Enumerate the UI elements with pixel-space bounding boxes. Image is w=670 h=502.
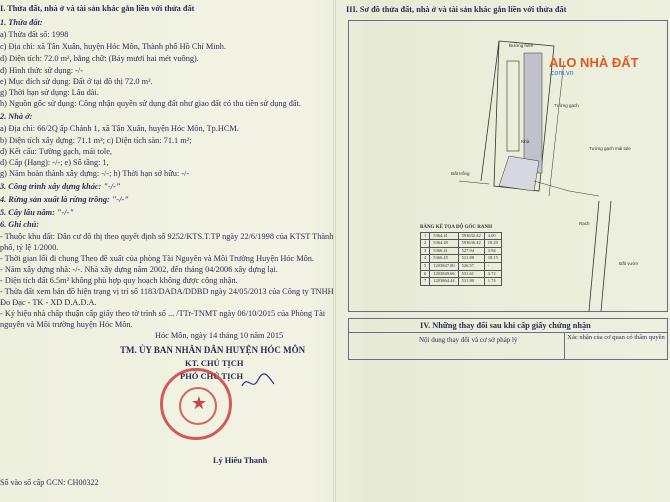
info-line: - Diện tích đất 6.5m² không phù hợp quy hoạch không được công nhận. [0, 276, 238, 285]
issue-date: Hóc Môn, ngày 14 tháng 10 năm 2015 [155, 331, 284, 340]
table-cell: 7 [421, 278, 430, 286]
table-cell: 18.15 [484, 255, 501, 263]
info-line: - Thuộc khu đất: Dân cư đô thị theo quyết định số 9252/KTS.T.TP ngày 22/6/1998 của KTST Thành [0, 232, 334, 241]
star-icon: ★ [190, 393, 208, 413]
info-line: - Thửa đất xem bản đồ hiện trạng vị trí số 1183/DADA/DDBD ngày 24/05/2013 của Công ty TNHH [0, 287, 334, 296]
table-row [421, 270, 502, 278]
red-seal-stamp [160, 368, 232, 440]
signature-mark [240, 372, 276, 394]
info-line: Đo Đạc - TK - XD D.A.D.A. [0, 298, 97, 307]
table-row [421, 232, 502, 240]
left-page [0, 0, 334, 502]
info-line: - Ký hiệu nhà chấp thuận cấp giấy theo tờ trình số ... /TTr-TNMT ngày 06/10/2015 của Phòng Tài [0, 309, 326, 318]
table-cell: 527.94 [458, 247, 484, 255]
page-fold [333, 0, 336, 502]
map-label: Tường gạch mái tole [589, 146, 631, 151]
table-cell: 531.88 [458, 255, 484, 263]
table-cell: 3 [421, 247, 430, 255]
table-cell: 3.72 [484, 270, 501, 278]
table-row [421, 255, 502, 263]
kt-title: KT. CHỦ TỊCH [185, 358, 244, 368]
coordinates-table [420, 225, 502, 286]
table-cell: 1203847.80 [430, 262, 458, 270]
table-cell: 1203864.44 [430, 278, 458, 286]
table-cell: 1.74 [484, 278, 501, 286]
info-line: 5. Cây lâu năm: "-/-" [0, 208, 74, 217]
table-cell: 531.61 [458, 270, 484, 278]
table-cell: 593632.42 [458, 232, 484, 240]
info-line: nguyên và Môi trường huyện Hóc Môn. [0, 320, 133, 329]
changes-col-content: Nội dung thay đổi và cơ sở pháp lý [419, 336, 518, 344]
right-page [338, 0, 670, 502]
info-line: b) Diện tích xây dựng: 71.1 m²; c) Diện tích sàn: 71.1 m²; [0, 136, 192, 145]
changes-col-confirm: Xác nhận của cơ quan có thẩm quyền [567, 334, 665, 341]
info-line: đ) Hình thức sử dụng: -/- [0, 66, 83, 75]
info-line: d) Kết cấu: Tường gạch, mái tole, [0, 147, 112, 156]
table-cell: 5366.45 [430, 255, 458, 263]
vice-title: PHÓ CHỦ TỊCH [180, 371, 244, 381]
info-line: g) Thời hạn sử dụng: Lâu dài. [0, 88, 99, 97]
table-cell: 593636.42 [458, 240, 484, 248]
info-line: phố, tỷ lệ 1/2000. [0, 243, 59, 252]
info-line: 3. Công trình xây dựng khác: "-/-" [0, 182, 121, 191]
info-line: h) Nguồn gốc sử dụng: Công nhận quyền sử dụng đất như giao đất có thu tiền sử dụng đất. [0, 99, 301, 108]
watermark-logo: ALO NHÀ ĐẤT .com.vn [549, 55, 639, 77]
map-label: Đất vườn [619, 261, 638, 266]
info-line: I. Thửa đất, nhà ở và tài sản khác gắn liền với thửa đất [0, 4, 195, 13]
table-cell: 531.80 [458, 278, 484, 286]
signer-name: Lý Hiếu Thanh [213, 456, 268, 465]
table-row [421, 262, 502, 270]
table-cell: 5366.41 [430, 247, 458, 255]
table-cell: 3.94 [484, 247, 501, 255]
land-plot-map [348, 20, 668, 312]
table-cell: 2 [421, 240, 430, 248]
table-cell: 6 [421, 270, 430, 278]
info-line: - Thời gian lối đi chung Theo đề xuất của phòng Tài Nguyên và Môi Trường Huyện Hóc Môn. [0, 254, 314, 263]
table-cell: 18.29 [484, 240, 501, 248]
section-3-title: III. Sơ đồ thửa đất, nhà ở và tài sản khác gắn liền với thửa đất [346, 5, 567, 14]
section-4-title: IV. Những thay đổi sau khi cấp giấy chứng nhận [420, 321, 591, 330]
table-row [421, 240, 502, 248]
info-line: g) Năm hoàn thành xây dựng: -/-; h) Thời hạn sở hữu: -/- [0, 169, 190, 178]
register-number: Số vào sổ cấp GCN: CH00322 [0, 478, 99, 487]
map-label: Đất trống [451, 171, 470, 176]
table-cell: 526.57 [458, 262, 484, 270]
authority-title: TM. ỦY BAN NHÂN DÂN HUYỆN HÓC MÔN [120, 345, 306, 355]
table-cell: - [484, 262, 501, 270]
map-label: Tường gạch [554, 103, 579, 108]
table-cell: 5364.41 [430, 232, 458, 240]
changes-table [348, 318, 668, 360]
table-row [421, 247, 502, 255]
table-cell: 5364.49 [430, 240, 458, 248]
map-label: Đường hẻm [509, 43, 534, 48]
info-line: c) Địa chỉ: xã Tân Xuân, huyện Hóc Môn, Thành phố Hồ Chí Minh. [0, 42, 226, 51]
info-line: a) Địa chỉ: 66/2Q ấp Chánh 1, xã Tân Xuân, huyện Hóc Môn, Tp.HCM. [0, 124, 239, 133]
info-line: 2. Nhà ở: [0, 112, 33, 121]
info-line: 1. Thửa đất: [0, 18, 43, 27]
table-cell: 4 [421, 255, 430, 263]
info-line: a) Thửa đất số: 1998 [0, 30, 69, 39]
table-cell: 5 [421, 262, 430, 270]
info-line: - Năm xây dựng nhà: -/-. Nhà xây dựng năm 2002, đến tháng 04/2006 xây dựng lại. [0, 265, 278, 274]
info-line: 4. Rừng sản xuất là rừng trồng: "-/-" [0, 195, 129, 204]
map-label: Rạch [579, 221, 590, 226]
table-cell: 1 [421, 232, 430, 240]
table-cell: 1203849.66 [430, 270, 458, 278]
table-cell: 4.00 [484, 232, 501, 240]
table-row [421, 278, 502, 286]
info-line: e) Mục đích sử dụng: Đất ở tại đô thị 72.0 m². [0, 77, 153, 86]
map-label: Nhà [521, 139, 530, 144]
coordinates-title: BẢNG KÊ TỌA ĐỘ GÓC RANH [420, 225, 492, 230]
info-line: d) Cấp (Hạng): -/-; e) Số tầng: 1, [0, 158, 109, 167]
info-line: 6. Ghi chú: [0, 220, 39, 229]
info-line: d) Diện tích: 72.0 m², bằng chữ: (Bảy mươi hai mét vuông). [0, 54, 199, 63]
